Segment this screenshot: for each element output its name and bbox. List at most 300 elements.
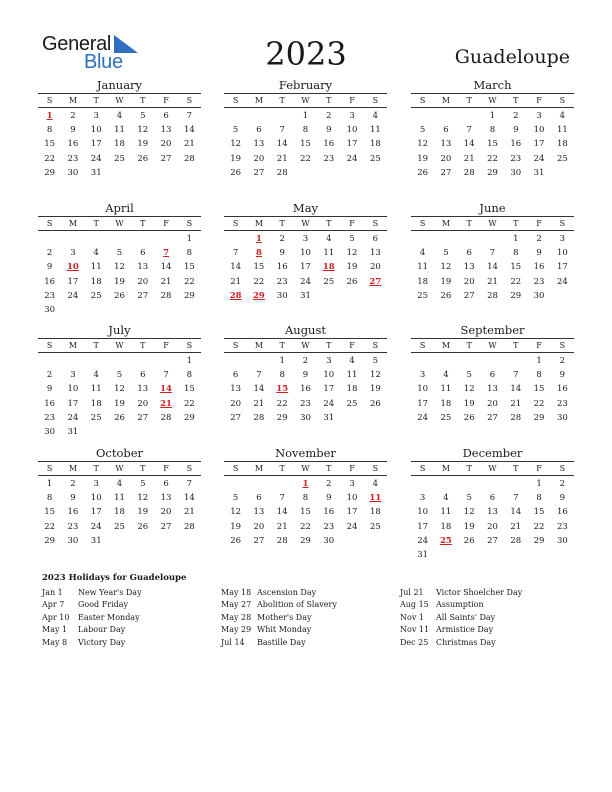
weekday-label: M	[254, 464, 264, 473]
day-cell: 21	[510, 398, 522, 409]
day-cell: 3	[419, 493, 426, 504]
day-cell: 8	[302, 125, 309, 136]
day-cell: 9	[46, 384, 53, 395]
empty-cell	[458, 109, 481, 123]
weekday-label: W	[301, 464, 310, 473]
day-cell: 27	[463, 290, 475, 301]
weekday-label: S	[559, 219, 566, 228]
day-cell: 15	[44, 507, 56, 518]
day-cell: 18	[90, 398, 102, 409]
day-cell: 19	[346, 262, 358, 273]
day-cell: 15	[253, 262, 265, 273]
weekday-label: W	[488, 341, 497, 350]
day-cell: 4	[93, 248, 99, 259]
day-cell: 29	[183, 412, 195, 423]
weekday-header	[224, 93, 387, 108]
day-cell: 20	[253, 153, 265, 164]
holiday-item	[400, 587, 522, 599]
day-cell: 12	[230, 507, 242, 518]
day-cell: 4	[372, 479, 379, 489]
day-cell: 24	[90, 521, 102, 532]
day-grid	[38, 109, 201, 180]
weekday-label: F	[349, 341, 355, 350]
day-grid	[411, 232, 574, 303]
day-cell: 23	[300, 398, 311, 409]
day-cell: 14	[510, 384, 522, 395]
day-cell: 21	[463, 153, 475, 164]
day-cell: 2	[559, 479, 566, 489]
month-name: January	[96, 78, 143, 92]
calendar-year: 2023	[265, 35, 347, 73]
weekday-label: T	[513, 464, 519, 473]
weekday-label: S	[46, 219, 53, 228]
day-cell: 30	[556, 535, 568, 546]
weekday-label: F	[163, 464, 169, 473]
holiday-date: Aug 15	[400, 600, 429, 610]
month-february	[224, 78, 387, 180]
day-cell: 20	[160, 139, 172, 150]
day-cell: 4	[326, 234, 332, 244]
day-cell: 26	[230, 167, 242, 178]
day-cell: 23	[44, 290, 56, 301]
day-cell: 7	[513, 493, 519, 504]
day-cell: 4	[443, 370, 449, 381]
day-cell: 15	[487, 139, 498, 150]
day-cell: 2	[70, 111, 76, 121]
weekday-header	[38, 93, 201, 108]
logo-text-general: General	[42, 33, 112, 55]
logo-text-blue: Blue	[84, 51, 123, 73]
weekday-label: S	[559, 464, 566, 473]
holiday-name: Ascension Day	[257, 588, 317, 597]
day-cell: 29	[276, 412, 288, 423]
holiday-item	[42, 599, 142, 611]
day-cell: 16	[510, 139, 522, 150]
day-cell: 17	[346, 507, 358, 518]
holiday-item	[221, 612, 337, 624]
day-cell: 23	[533, 276, 545, 287]
month-january	[38, 78, 201, 180]
weekday-label: T	[279, 219, 285, 228]
day-cell: 10	[67, 384, 79, 395]
day-cell: 19	[114, 398, 125, 409]
day-cell: 5	[443, 248, 449, 259]
day-cell: 17	[300, 262, 311, 273]
day-cell: 10	[90, 493, 102, 504]
day-cell: 18	[346, 384, 358, 395]
day-cell: 6	[443, 125, 449, 136]
weekday-label: T	[466, 341, 472, 350]
empty-cell	[434, 109, 457, 123]
month-name: August	[284, 323, 326, 337]
day-cell: 26	[114, 290, 125, 301]
holiday-date: May 29	[221, 625, 252, 635]
day-cell: 19	[463, 521, 475, 532]
day-cell: 26	[369, 398, 381, 409]
day-cell: 26	[137, 521, 149, 532]
day-cell: 9	[302, 370, 309, 381]
weekday-header	[411, 461, 574, 476]
day-cell: 30	[67, 167, 79, 178]
holiday-date: Jul 14	[221, 637, 245, 647]
day-cell: 31	[417, 549, 429, 560]
holiday-column	[400, 587, 522, 649]
day-cell: 16	[323, 507, 335, 518]
day-cell: 18	[114, 507, 125, 518]
day-cell: 2	[326, 111, 332, 121]
day-cell: 27	[253, 535, 265, 546]
weekday-label: M	[254, 219, 264, 228]
month-march	[411, 78, 574, 180]
holiday-item	[42, 624, 142, 636]
day-cell: 5	[419, 125, 426, 136]
day-cell: 20	[137, 398, 149, 409]
holiday-day-cell: 29	[253, 290, 265, 301]
month-april	[38, 201, 201, 317]
weekday-label: F	[349, 464, 355, 473]
day-cell: 27	[253, 167, 265, 178]
day-cell: 8	[302, 493, 309, 504]
empty-cell	[61, 354, 84, 368]
day-cell: 22	[533, 398, 545, 409]
weekday-label: W	[488, 96, 497, 105]
day-grid	[224, 109, 387, 180]
holiday-name: Abolition of Slavery	[257, 600, 337, 610]
day-cell: 22	[183, 276, 195, 287]
day-cell: 14	[463, 139, 475, 150]
day-cell: 4	[93, 370, 99, 381]
holiday-date: Dec 25	[400, 637, 429, 647]
day-cell: 17	[556, 262, 568, 273]
day-cell: 10	[300, 248, 311, 259]
weekday-label: M	[441, 96, 451, 105]
empty-cell	[224, 232, 247, 246]
empty-cell	[131, 354, 154, 368]
day-cell: 7	[186, 111, 193, 121]
holiday-date: May 1	[42, 625, 68, 635]
day-cell: 6	[489, 493, 496, 504]
day-cell: 3	[326, 356, 332, 366]
weekday-label: M	[254, 96, 264, 105]
month-november	[224, 446, 387, 548]
day-cell: 3	[349, 111, 355, 121]
day-cell: 2	[46, 370, 53, 381]
day-cell: 25	[369, 153, 381, 164]
holiday-date: Apr 10	[42, 612, 70, 622]
day-cell: 13	[463, 262, 475, 273]
day-cell: 6	[256, 493, 262, 504]
day-cell: 23	[556, 521, 568, 532]
day-cell: 30	[533, 290, 545, 301]
weekday-label: W	[115, 341, 124, 350]
weekday-label: T	[466, 464, 472, 473]
holiday-date: May 27	[221, 600, 252, 610]
weekday-label: W	[301, 219, 310, 228]
day-cell: 24	[556, 276, 568, 287]
day-cell: 18	[114, 139, 125, 150]
day-cell: 8	[46, 493, 53, 504]
weekday-label: S	[232, 341, 239, 350]
holiday-day-cell: 25	[440, 535, 452, 546]
day-cell: 31	[300, 290, 311, 301]
weekday-label: M	[68, 96, 78, 105]
weekday-label: F	[163, 219, 169, 228]
day-cell: 7	[256, 370, 262, 381]
day-cell: 6	[163, 111, 169, 121]
day-cell: 10	[556, 248, 568, 259]
day-cell: 1	[536, 479, 542, 489]
day-cell: 17	[417, 521, 429, 532]
holiday-name: Armistice Day	[436, 625, 494, 635]
weekday-label: S	[186, 464, 193, 473]
day-cell: 12	[440, 262, 452, 273]
day-cell: 11	[346, 370, 358, 381]
day-cell: 3	[70, 370, 76, 381]
empty-cell	[247, 354, 270, 368]
weekday-label: T	[513, 341, 519, 350]
day-cell: 22	[183, 398, 195, 409]
day-cell: 22	[44, 153, 56, 164]
holiday-date: May 18	[221, 588, 252, 597]
holiday-column	[42, 587, 142, 649]
day-cell: 21	[183, 507, 195, 518]
day-cell: 28	[487, 290, 498, 301]
day-cell: 3	[536, 111, 542, 121]
holiday-item	[400, 612, 522, 624]
day-cell: 5	[466, 370, 472, 381]
weekday-label: S	[232, 96, 239, 105]
day-cell: 20	[160, 507, 172, 518]
day-cell: 30	[300, 412, 311, 423]
holiday-item	[221, 624, 337, 636]
day-cell: 23	[276, 276, 288, 287]
day-cell: 15	[300, 139, 311, 150]
weekday-label: S	[46, 96, 53, 105]
day-cell: 14	[183, 125, 195, 136]
day-cell: 1	[46, 479, 53, 489]
day-cell: 17	[90, 139, 102, 150]
holiday-day-cell: 18	[322, 262, 335, 273]
day-cell: 6	[256, 125, 262, 136]
holiday-item	[42, 637, 142, 649]
day-cell: 14	[253, 384, 265, 395]
day-cell: 4	[349, 356, 355, 366]
day-cell: 19	[137, 507, 149, 518]
day-cell: 1	[489, 111, 496, 121]
weekday-label: W	[301, 96, 310, 105]
weekday-label: S	[559, 96, 566, 105]
day-cell: 6	[140, 370, 146, 381]
day-cell: 19	[230, 521, 242, 532]
weekday-header	[38, 461, 201, 476]
weekday-label: S	[372, 341, 379, 350]
day-cell: 25	[114, 153, 125, 164]
day-cell: 22	[487, 153, 498, 164]
day-cell: 8	[186, 370, 193, 381]
day-cell: 8	[489, 125, 496, 136]
empty-cell	[247, 109, 270, 123]
day-cell: 14	[487, 262, 498, 273]
weekday-label: W	[115, 464, 124, 473]
day-cell: 21	[253, 398, 265, 409]
weekday-label: M	[68, 219, 78, 228]
day-cell: 26	[463, 535, 475, 546]
day-cell: 3	[349, 479, 355, 489]
day-cell: 10	[346, 125, 358, 136]
weekday-label: T	[279, 464, 285, 473]
day-cell: 9	[559, 370, 566, 381]
day-cell: 16	[300, 384, 311, 395]
day-cell: 23	[67, 153, 79, 164]
day-cell: 10	[417, 507, 429, 518]
holiday-date: Jan 1	[42, 588, 63, 597]
day-cell: 20	[137, 276, 149, 287]
day-cell: 29	[487, 167, 498, 178]
day-cell: 12	[417, 139, 429, 150]
month-name: February	[278, 78, 333, 92]
weekday-label: F	[163, 96, 169, 105]
day-cell: 18	[90, 276, 102, 287]
day-cell: 6	[372, 234, 379, 244]
day-cell: 9	[279, 248, 285, 259]
holiday-day-cell: 1	[255, 234, 262, 244]
day-cell: 11	[440, 507, 452, 518]
holiday-name: All Saints' Day	[436, 612, 496, 622]
weekday-label: T	[140, 341, 146, 350]
day-cell: 11	[440, 384, 452, 395]
empty-cell	[434, 354, 457, 368]
day-cell: 16	[44, 276, 56, 287]
day-cell: 7	[232, 248, 239, 259]
weekday-label: T	[326, 219, 332, 228]
day-cell: 5	[116, 248, 123, 259]
day-cell: 5	[232, 493, 239, 504]
day-cell: 2	[536, 234, 542, 244]
day-cell: 24	[533, 153, 545, 164]
day-cell: 9	[513, 125, 519, 136]
day-cell: 12	[463, 384, 475, 395]
holiday-item	[221, 599, 337, 611]
day-cell: 25	[346, 398, 358, 409]
empty-cell	[131, 232, 154, 246]
weekday-label: F	[536, 464, 542, 473]
month-september	[411, 323, 574, 425]
day-cell: 18	[417, 276, 429, 287]
day-cell: 12	[230, 139, 242, 150]
day-cell: 22	[253, 276, 265, 287]
day-cell: 21	[183, 139, 195, 150]
day-cell: 6	[140, 248, 146, 259]
day-grid	[224, 354, 387, 425]
day-cell: 29	[44, 535, 56, 546]
weekday-label: S	[46, 341, 53, 350]
day-cell: 5	[116, 370, 123, 381]
day-cell: 7	[279, 493, 285, 504]
holiday-day-cell: 7	[163, 248, 170, 259]
day-cell: 29	[533, 412, 545, 423]
holiday-name: Bastille Day	[257, 637, 306, 647]
month-name: September	[460, 323, 525, 337]
month-may	[224, 201, 387, 303]
day-cell: 14	[276, 139, 288, 150]
day-cell: 3	[419, 370, 426, 381]
day-cell: 29	[300, 535, 311, 546]
day-cell: 9	[70, 493, 76, 504]
empty-cell	[411, 354, 434, 368]
day-cell: 14	[230, 262, 242, 273]
weekday-label: T	[93, 341, 99, 350]
holiday-column	[221, 587, 337, 649]
day-cell: 13	[253, 507, 265, 518]
day-cell: 15	[183, 384, 195, 395]
day-cell: 3	[93, 479, 99, 489]
empty-cell	[458, 232, 481, 246]
month-october	[38, 446, 201, 548]
day-cell: 21	[160, 276, 172, 287]
day-cell: 17	[346, 139, 358, 150]
day-cell: 17	[90, 507, 102, 518]
day-cell: 11	[323, 248, 335, 259]
weekday-label: W	[488, 464, 497, 473]
holiday-day-cell: 1	[302, 479, 309, 489]
day-cell: 27	[487, 535, 498, 546]
day-cell: 3	[93, 111, 99, 121]
day-cell: 22	[44, 521, 56, 532]
day-cell: 28	[253, 412, 265, 423]
day-cell: 31	[90, 535, 102, 546]
day-cell: 13	[369, 248, 381, 259]
day-cell: 11	[417, 262, 429, 273]
day-cell: 30	[44, 426, 56, 437]
day-cell: 3	[559, 234, 566, 244]
weekday-label: F	[349, 219, 355, 228]
day-cell: 4	[116, 111, 123, 121]
day-cell: 1	[536, 356, 542, 366]
day-cell: 13	[487, 507, 498, 518]
holiday-name: New Year's Day	[78, 588, 142, 597]
holiday-item	[42, 587, 142, 599]
day-cell: 1	[302, 111, 309, 121]
day-cell: 30	[67, 535, 79, 546]
day-cell: 5	[232, 125, 239, 136]
day-cell: 25	[323, 276, 335, 287]
day-cell: 17	[67, 276, 79, 287]
holidays-title: 2023 Holidays for Guadeloupe	[42, 573, 187, 583]
day-cell: 11	[90, 262, 102, 273]
month-december	[411, 446, 574, 562]
weekday-label: S	[186, 219, 193, 228]
empty-cell	[224, 477, 247, 491]
weekday-label: T	[93, 464, 99, 473]
day-cell: 5	[140, 111, 146, 121]
holiday-day-cell: 10	[67, 262, 79, 273]
day-cell: 27	[440, 167, 452, 178]
day-cell: 24	[67, 412, 79, 423]
day-cell: 31	[323, 412, 335, 423]
holiday-name: Assumption	[436, 600, 484, 610]
day-cell: 8	[46, 125, 53, 136]
weekday-header	[38, 338, 201, 353]
day-cell: 16	[556, 384, 568, 395]
weekday-label: M	[441, 219, 451, 228]
day-cell: 27	[137, 290, 149, 301]
day-cell: 31	[67, 426, 79, 437]
empty-cell	[108, 354, 131, 368]
weekday-label: W	[115, 219, 124, 228]
holiday-date: May 28	[221, 612, 252, 622]
empty-cell	[61, 232, 84, 246]
day-cell: 1	[279, 356, 285, 366]
